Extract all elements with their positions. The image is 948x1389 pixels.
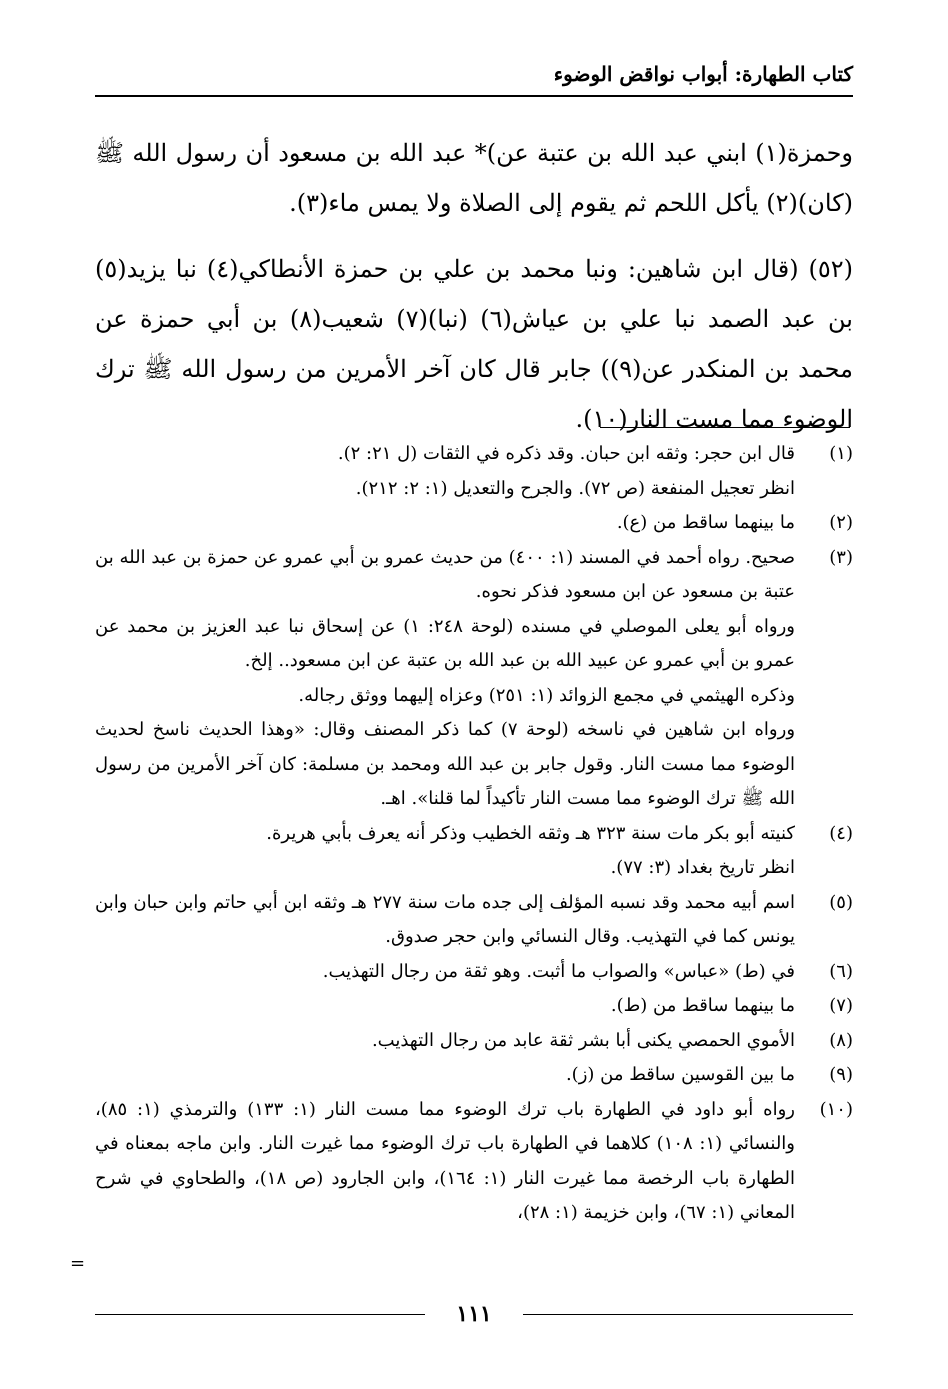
footnote-number: (٩) [829,1064,853,1085]
footnote-body [95,955,795,990]
footnote-line: ما بينهما ساقط من (ع). [616,512,795,533]
footnote-line: الأموي الحمصي يكنى أبا بشر ثقة عابد من رجال التهذيب. [371,1029,795,1051]
footnote [95,955,853,990]
footnote [95,886,853,955]
footnote-body [95,1058,795,1093]
footnote-line: في (ط) «عباس» والصواب ما أثبت. وهو ثقة من رجال التهذيب. [322,960,795,982]
continuation-mark: = [70,1253,86,1274]
footnote [95,989,853,1024]
footnote-body [95,1024,795,1059]
footnotes [95,437,853,1231]
footnote-line: اسم أبيه محمد وقد نسبه المؤلف إلى جده مات سنة ٢٧٧ هـ وثقه ابن أبي حاتم وابن حبان وابن يونس كما في التهذيب. وقال النسائي وابن حجر صدوق. [95,891,796,947]
footnote-line: رواه أبو داود في الطهارة باب ترك الوضوء مما مست النار (١: ١٣٣) والترمذي (١: ٨٥)، والنسائي (١: ١٠٨) كلاهما في الطهارة باب ترك الوضوء مما غيرت النار. وابن ماجه بمعناه في الطهارة باب الرخصة مما غيرت النار (١: ١٦٤)، وابن الجارود (ص ١٨)، والطحاوي في شرح المعاني (١: ٦٧)، وابن خزيمة (١: ٢٨)، [95,1098,795,1223]
footnote [95,1093,853,1231]
footnote-number: (٢) [829,512,853,533]
footnote-number: (٣) [829,546,853,568]
footnote-line: قال ابن حجر: وثقه ابن حبان. وقد ذكره في الثقات (ل ٢١: ٢). [337,443,795,464]
footnote-number: (٤) [829,822,853,844]
footnote-number: (٧) [829,995,853,1016]
footnote-line: ورواه ابن شاهين في ناسخه (لوحة ٧) كما ذكر المصنف وقال: «وهذا الحديث ناسخ لحديث الوضوء مما مست النار. وقول جابر بن عبد الله ومحمد بن مسلمة: كان آخر الأمرين من رسول الله ﷺ ترك الوضوء مما مست النار تأكيداً لما قلنا». اهـ. [95,719,796,809]
footnote [95,817,853,886]
footer-rule-left [95,1314,425,1315]
paragraph-2: (٥٢) (قال ابن شاهين: ونبا محمد بن علي بن حمزة الأنطاكي(٤) نبا يزيد(٥) بن عبد الصمد نبا علي بن عياش(٦) (نبا)(٧) شعيب(٨) بن أبي حمزة عن محمد بن المنكدر عن(٩)) جابر قال كان آخر الأمرين من رسول الله ﷺ ترك الوضوء مما مست النار(١٠). [95,255,853,433]
footnote-body [95,886,795,955]
header-rule [95,95,853,97]
footnote-number: (١) [829,443,853,464]
footnote-line: كنيته أبو بكر مات سنة ٣٢٣ هـ وثقه الخطيب وذكر أنه يعرف بأبي هريرة. [266,822,795,844]
footnote [95,1058,853,1093]
footnote-number: (٨) [829,1029,853,1051]
footnote-body [95,541,795,817]
footnote-separator [600,427,850,428]
footnote-line: ما بين القوسين ساقط من (ز). [565,1064,795,1085]
footnote [95,541,853,817]
footer-rule-right [523,1314,853,1315]
footnote-line: انظر تعجيل المنفعة (ص ٧٢). والجرح والتعديل (١: ٢: ٢١٢). [355,477,795,499]
footnote-line: ورواه أبو يعلى الموصلي في مسنده (لوحة ٢٤٨: ١) عن إسحاق نبا عبد العزيز بن محمد عن عمرو بن أبي عمرو عن عبيد الله بن عبد الله بن عتبة عن ابن مسعود.. إلخ. [95,615,795,671]
footnote-line: انظر تاريخ بغداد (٣: ٧٧). [610,857,795,878]
footnote-number: (١٠) [819,1098,853,1120]
footnote [95,437,853,506]
footnote-line: صحيح. رواه أحمد في المسند (١: ٤٠٠) من حديث عمرو بن أبي عمرو عن حمزة بن عبد الله بن عتبة بن مسعود عن ابن مسعود فذكر نحوه. [95,546,795,602]
footnote-body [95,506,795,541]
footnote-line: ما بينهما ساقط من (ط). [610,995,795,1016]
footnote-number: (٦) [829,960,853,982]
running-header: كتاب الطهارة: أبواب نواقض الوضوء [553,62,853,86]
footnote [95,506,853,541]
paragraph-1: وحمزة(١) ابني عبد الله بن عتبة عن)* عبد الله بن مسعود أن رسول الله ﷺ (كان)(٢) يأكل اللحم ثم يقوم إلى الصلاة ولا يمس ماء(٣). [95,139,853,217]
footnote-number: (٥) [829,891,853,913]
footnote-body [95,437,795,506]
page-number: ١١١ [456,1301,492,1327]
footnote-body [95,1093,795,1231]
page-footer [95,1300,853,1330]
footnote-line: وذكره الهيثمي في مجمع الزوائد (١: ٢٥١) وعزاه إليهما ووثق رجاله. [298,684,795,706]
footnote-body [95,817,795,886]
main-text [95,128,853,444]
footnote-body [95,989,795,1024]
footnote [95,1024,853,1059]
